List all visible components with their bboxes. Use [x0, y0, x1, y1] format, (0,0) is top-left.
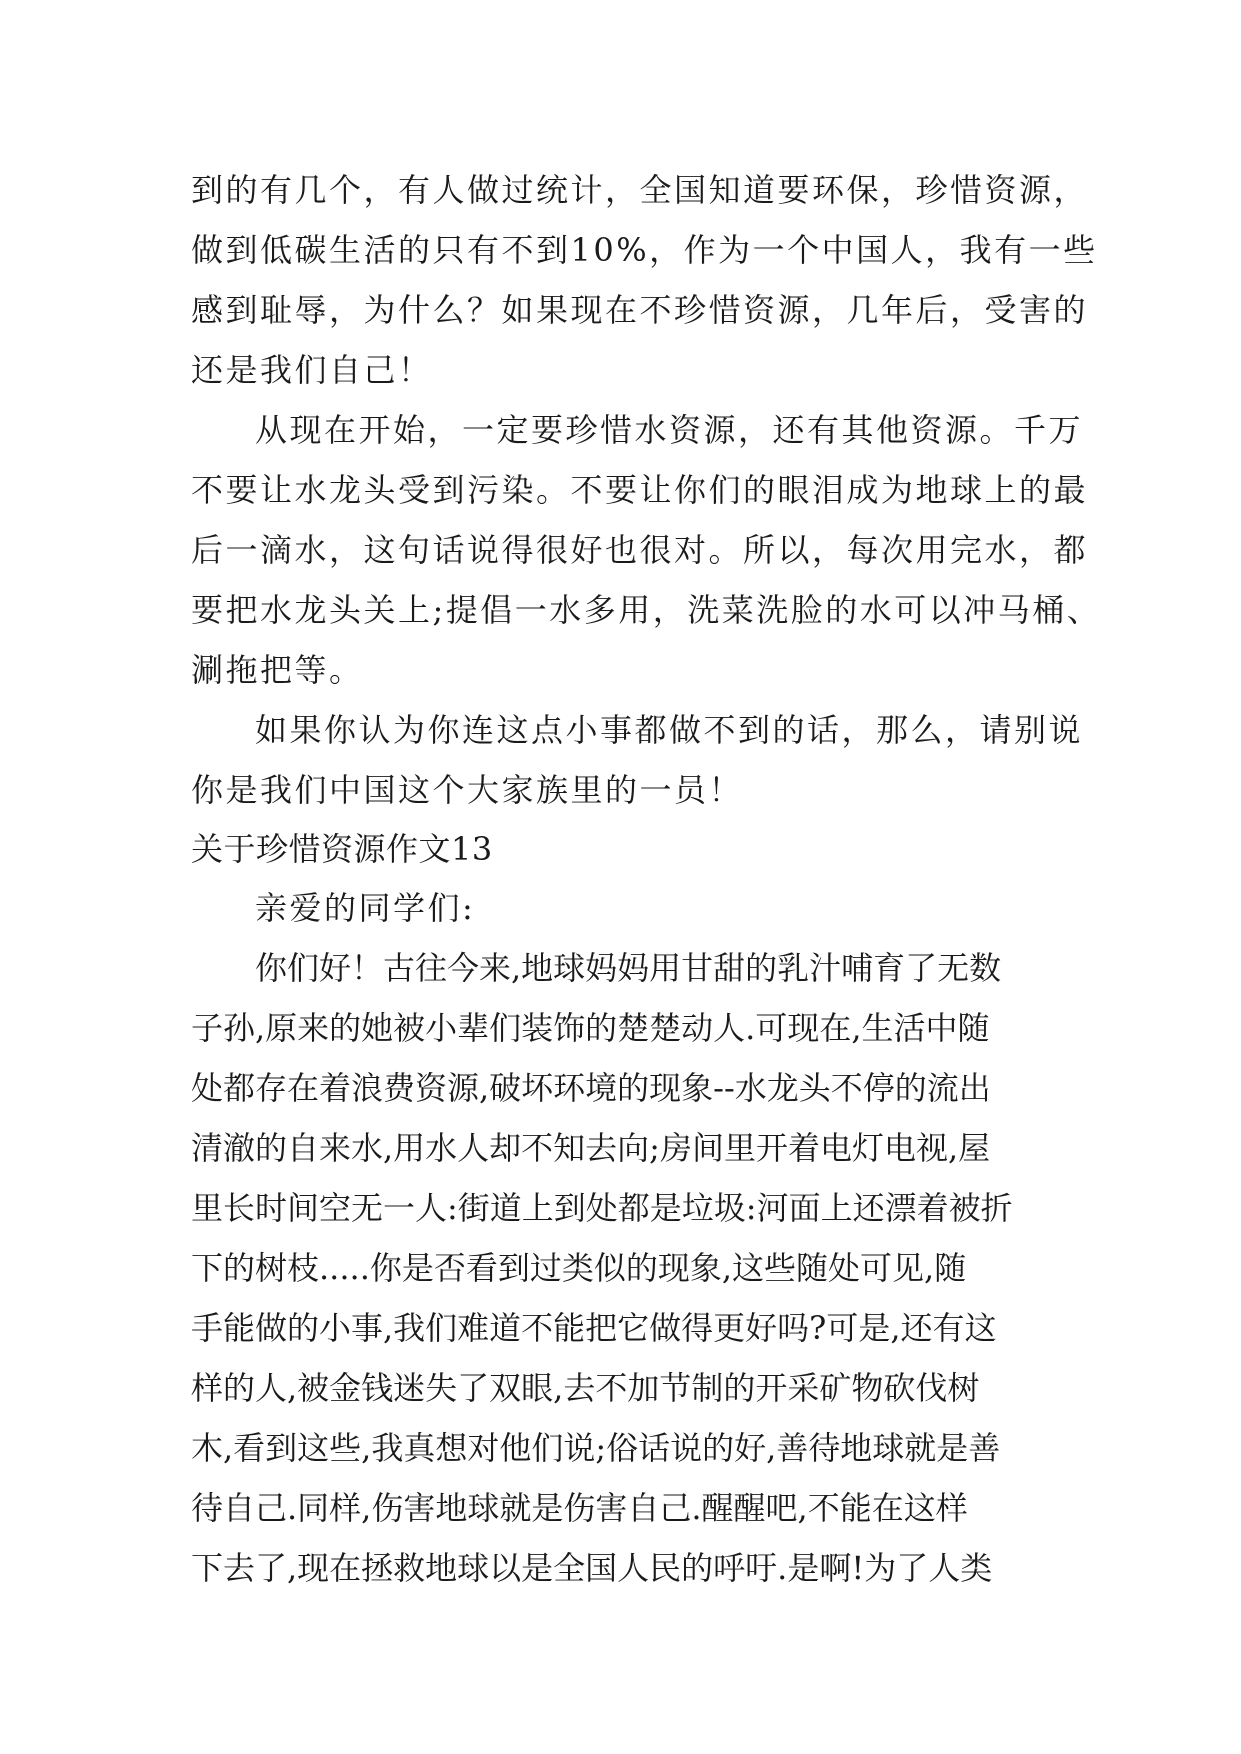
text-line: 手能做的小事,我们难道不能把它做得更好吗?可是,还有这 [191, 1309, 997, 1347]
paragraph-1 [191, 160, 1098, 400]
text-line: 如果你认为你连这点小事都做不到的话，那么，请别说 [255, 711, 1084, 749]
paragraph-2 [191, 400, 1102, 700]
text-line: 要把水龙头关上;提倡一水多用，洗菜洗脸的水可以冲马桶、 [191, 591, 1102, 629]
paragraph-3 [191, 700, 1084, 820]
text-line: 从现在开始，一定要珍惜水资源，还有其他资源。千万 [255, 411, 1084, 449]
text-line: 样的人,被金钱迷失了双眼,去不加节制的开采矿物砍伐树 [191, 1369, 980, 1407]
text-line: 到的有几个，有人做过统计，全国知道要环保，珍惜资源， [191, 171, 1089, 209]
text-line: 你是我们中国这个大家族里的一员！ [191, 771, 744, 809]
text-line: 下去了,现在拯救地球以是全国人民的呼吁.是啊!为了人类 [191, 1549, 993, 1587]
greeting: 亲爱的同学们: [255, 889, 476, 927]
text-line: 下的树枝.....你是否看到过类似的现象,这些随处可见,随 [191, 1249, 967, 1287]
text-line: 涮拖把等。 [191, 651, 364, 689]
text-line: 做到低碳生活的只有不到10%，作为一个中国人，我有一些 [191, 231, 1098, 269]
text-line: 后一滴水，这句话说得很好也很对。所以，每次用完水，都 [191, 531, 1089, 569]
text-line: 你们好！古往今来,地球妈妈用甘甜的乳汁哺育了无数 [255, 949, 1002, 987]
text-line: 子孙,原来的她被小辈们装饰的楚楚动人.可现在,生活中随 [191, 1009, 990, 1047]
text-line: 感到耻辱，为什么？如果现在不珍惜资源，几年后，受害的 [191, 291, 1089, 329]
text-line: 里长时间空无一人:街道上到处都是垃圾:河面上还漂着被折 [191, 1189, 1013, 1227]
text-line: 待自己.同样,伤害地球就是伤害自己.醒醒吧,不能在这样 [191, 1489, 968, 1527]
text-line: 处都存在着浪费资源,破坏环境的现象--水龙头不停的流出 [191, 1069, 991, 1107]
paragraph-4 [191, 938, 1061, 1598]
section-title: 关于珍惜资源作文13 [191, 830, 493, 868]
text-line: 不要让水龙头受到污染。不要让你们的眼泪成为地球上的最 [191, 471, 1089, 509]
text-line: 清澈的自来水,用水人却不知去向;房间里开着电灯电视,屋 [191, 1129, 991, 1167]
text-line: 还是我们自己！ [191, 351, 433, 389]
document-body [191, 160, 1102, 1598]
text-line: 木,看到这些,我真想对他们说;俗话说的好,善待地球就是善 [191, 1429, 1001, 1467]
